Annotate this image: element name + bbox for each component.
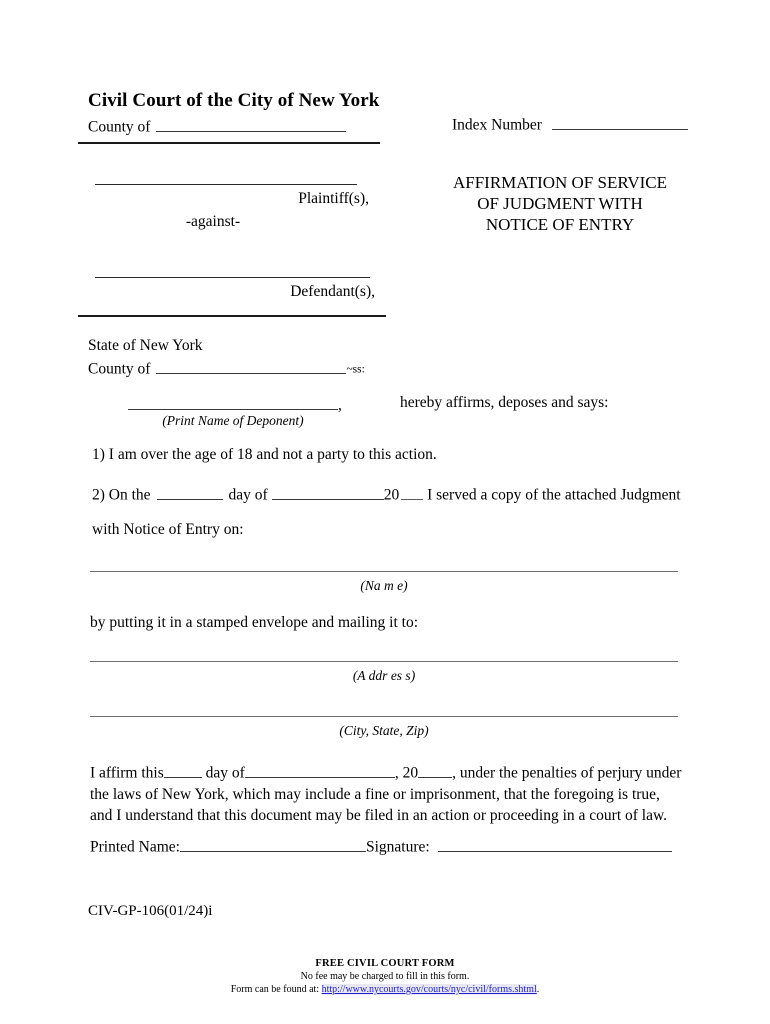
footer-line-1: FREE CIVIL COURT FORM	[315, 958, 455, 969]
item-2-prefix: 2) On the	[92, 486, 151, 504]
deponent-name-input[interactable]	[128, 394, 338, 410]
name-caption: (Na m e)	[360, 578, 408, 593]
affirm-prefix: I affirm this	[90, 764, 164, 782]
document-title-line-3: NOTICE OF ENTRY	[485, 215, 635, 234]
footer-line-3	[0, 984, 770, 995]
caption-rule-bottom	[78, 315, 386, 317]
footer-link-suffix: .	[536, 984, 540, 995]
court-title: Civil Court of the City of New York	[88, 90, 380, 111]
signature-label: Signature:	[365, 838, 430, 856]
signature-input[interactable]	[438, 836, 672, 852]
footer-link-prefix: Form can be found at:	[230, 984, 320, 995]
affirm-body: laws of New York, which may include a fine or imprisonment, that the foregoing is true, and I understand that this document may be filed in an action or proceeding in a court of law.	[90, 785, 668, 824]
service-year-input[interactable]	[401, 484, 423, 500]
ss-mark: ~ss:	[346, 363, 365, 376]
item-2-suffix: I served a copy of the attached Judgment	[427, 486, 681, 504]
printed-name-label: Printed Name:	[90, 838, 180, 856]
item-2-day-of: day of	[228, 486, 268, 504]
service-month-input[interactable]	[272, 484, 384, 500]
item-2-line-2: with Notice of Entry on:	[92, 521, 244, 538]
item-2-year-prefix: 20	[383, 486, 400, 504]
index-number-input[interactable]	[552, 114, 688, 130]
venue-county-label: County of	[88, 360, 151, 378]
venue-county-row	[88, 358, 365, 379]
affirm-month-input[interactable]	[245, 762, 395, 778]
address-input[interactable]	[90, 661, 678, 662]
index-number-row	[452, 114, 688, 135]
affirms-deposes-text: hereby affirms, deposes and says:	[400, 394, 609, 411]
footer-line-2: No fee may be charged to fill in this form.	[300, 971, 470, 982]
affirm-day-of: day of	[205, 764, 245, 782]
plaintiff-label: Plaintiff(s),	[298, 190, 369, 207]
defendant-label: Defendant(s),	[290, 283, 375, 300]
deponent-caption: (Print Name of Deponent)	[162, 413, 304, 428]
form-number: CIV-GP-106(01/24)i	[88, 903, 213, 919]
forms-url-link[interactable]: http://www.nycourts.gov/courts/nyc/civil/forms.shtml	[321, 984, 537, 995]
city-state-zip-input[interactable]	[90, 716, 678, 717]
affirmation-paragraph	[90, 762, 682, 826]
deponent-name-row	[128, 394, 342, 415]
deponent-comma: ,	[338, 396, 342, 414]
against-label: -against-	[185, 213, 241, 230]
item-2-line-1	[92, 484, 681, 505]
state-of-new-york: State of New York	[88, 337, 203, 354]
served-name-input[interactable]	[90, 571, 678, 572]
signature-row	[90, 836, 672, 857]
document-title	[425, 172, 695, 235]
county-of-label: County of	[88, 118, 151, 136]
document-title-line-1: AFFIRMATION OF SERVICE	[452, 173, 667, 192]
venue-county-input[interactable]	[156, 358, 346, 374]
affirm-day-input[interactable]	[164, 762, 202, 778]
affirm-year-input[interactable]	[418, 762, 452, 778]
footer	[0, 958, 770, 995]
item-1-text: 1) I am over the age of 18 and not a party to this action.	[92, 446, 437, 463]
printed-name-input[interactable]	[180, 836, 366, 852]
mailing-text: by putting it in a stamped envelope and mailing it to:	[90, 614, 419, 631]
county-of-input[interactable]	[156, 116, 346, 132]
caption-rule-top	[78, 142, 380, 144]
index-number-label: Index Number	[452, 116, 542, 134]
county-of-row	[88, 116, 346, 137]
plaintiff-name-input[interactable]	[95, 184, 357, 185]
affirm-suffix: , under the penalties of perjury under the	[90, 764, 682, 803]
address-caption: (A ddr es s)	[352, 668, 416, 683]
defendant-name-input[interactable]	[95, 277, 370, 278]
affirm-year-prefix: , 20	[394, 764, 419, 782]
service-day-input[interactable]	[157, 484, 223, 500]
city-state-zip-caption: (City, State, Zip)	[339, 723, 429, 738]
document-title-line-2: OF JUDGMENT WITH	[477, 194, 643, 213]
